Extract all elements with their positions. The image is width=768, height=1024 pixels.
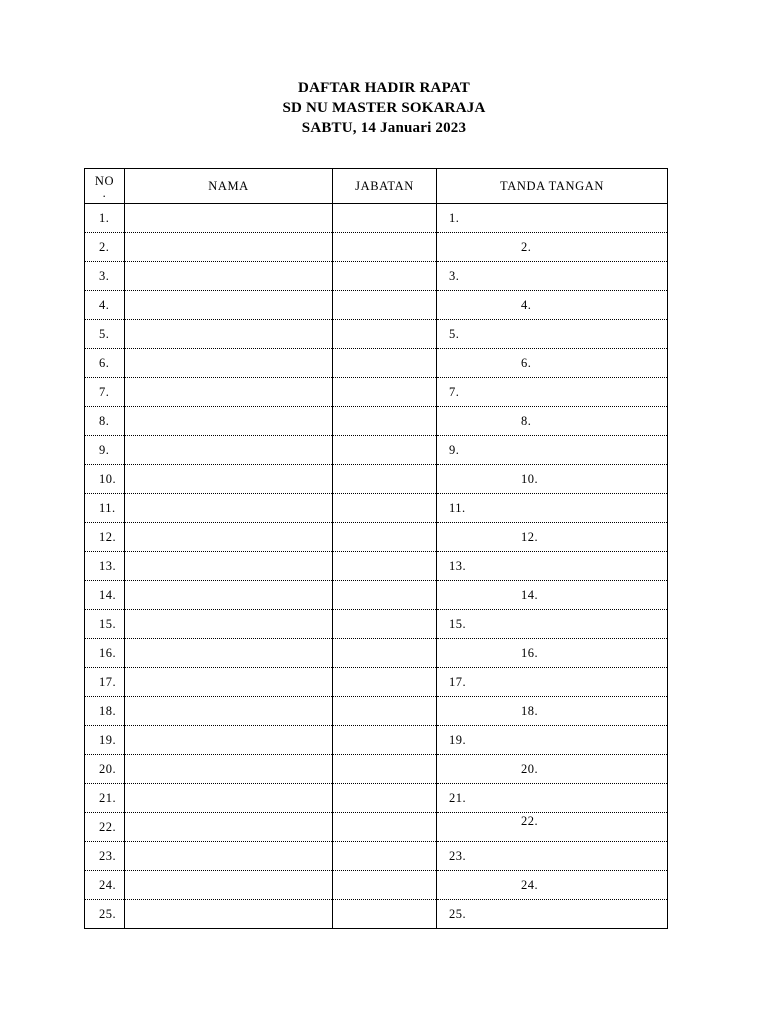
row-number: 5. — [85, 320, 125, 349]
table-row — [85, 407, 668, 436]
nama-cell[interactable] — [125, 726, 333, 755]
signature-number: 5. — [449, 327, 460, 341]
jabatan-cell[interactable] — [333, 204, 437, 233]
table-row — [85, 842, 668, 871]
table-row — [85, 639, 668, 668]
signature-cell[interactable] — [437, 726, 668, 755]
jabatan-cell[interactable] — [333, 465, 437, 494]
signature-number: 15. — [449, 617, 467, 631]
signature-cell[interactable] — [437, 204, 668, 233]
nama-cell[interactable] — [125, 291, 333, 320]
row-number: 13. — [85, 552, 125, 581]
signature-cell[interactable] — [437, 320, 668, 349]
nama-cell[interactable] — [125, 320, 333, 349]
jabatan-cell[interactable] — [333, 378, 437, 407]
row-number: 17. — [85, 668, 125, 697]
column-header-no-label: NO . — [94, 173, 115, 200]
signature-number: 2. — [521, 240, 532, 254]
row-number: 2. — [85, 233, 125, 262]
nama-cell[interactable] — [125, 842, 333, 871]
table-row — [85, 871, 668, 900]
jabatan-cell[interactable] — [333, 697, 437, 726]
signature-number: 4. — [521, 298, 532, 312]
row-number: 7. — [85, 378, 125, 407]
table-row — [85, 755, 668, 784]
signature-number: 12. — [521, 530, 539, 544]
nama-cell[interactable] — [125, 262, 333, 291]
signature-number: 14. — [521, 588, 539, 602]
table-row — [85, 900, 668, 929]
nama-cell[interactable] — [125, 233, 333, 262]
column-header-nama: NAMA — [125, 169, 333, 204]
table-row — [85, 610, 668, 639]
column-header-tanda-tangan: TANDA TANGAN — [437, 169, 668, 204]
signature-cell[interactable] — [437, 494, 668, 523]
row-number: 6. — [85, 349, 125, 378]
table-row — [85, 436, 668, 465]
signature-cell[interactable] — [437, 871, 668, 900]
table-row — [85, 784, 668, 813]
signature-cell[interactable] — [437, 581, 668, 610]
signature-cell[interactable] — [437, 813, 668, 842]
signature-number: 6. — [521, 356, 532, 370]
row-number: 1. — [85, 204, 125, 233]
signature-number: 20. — [521, 762, 539, 776]
nama-cell[interactable] — [125, 523, 333, 552]
table-row — [85, 697, 668, 726]
table-row — [85, 668, 668, 697]
signature-number: 8. — [521, 414, 532, 428]
table-header-row — [85, 169, 668, 204]
nama-cell[interactable] — [125, 610, 333, 639]
row-number: 10. — [85, 465, 125, 494]
table-row — [85, 494, 668, 523]
row-number: 4. — [85, 291, 125, 320]
signature-number: 3. — [449, 269, 460, 283]
jabatan-cell[interactable] — [333, 842, 437, 871]
signature-number: 25. — [449, 907, 467, 921]
nama-cell[interactable] — [125, 436, 333, 465]
table-row — [85, 233, 668, 262]
table-row — [85, 552, 668, 581]
signature-number: 16. — [521, 646, 539, 660]
nama-cell[interactable] — [125, 204, 333, 233]
table-row — [85, 813, 668, 842]
jabatan-cell[interactable] — [333, 494, 437, 523]
nama-cell[interactable] — [125, 407, 333, 436]
signature-cell[interactable] — [437, 291, 668, 320]
row-number: 24. — [85, 871, 125, 900]
table-row — [85, 465, 668, 494]
table-row — [85, 291, 668, 320]
signature-cell[interactable] — [437, 233, 668, 262]
signature-cell[interactable] — [437, 552, 668, 581]
signature-number: 23. — [449, 849, 467, 863]
nama-cell[interactable] — [125, 871, 333, 900]
document-title-block — [0, 78, 768, 138]
nama-cell[interactable] — [125, 378, 333, 407]
row-number: 23. — [85, 842, 125, 871]
attendance-table — [84, 168, 668, 929]
nama-cell[interactable] — [125, 581, 333, 610]
jabatan-cell[interactable] — [333, 436, 437, 465]
document-title: DAFTAR HADIR RAPAT — [298, 80, 470, 96]
signature-cell[interactable] — [437, 900, 668, 929]
signature-cell[interactable] — [437, 639, 668, 668]
signature-number: 7. — [449, 385, 460, 399]
jabatan-cell[interactable] — [333, 320, 437, 349]
signature-cell[interactable] — [437, 407, 668, 436]
signature-cell[interactable] — [437, 610, 668, 639]
jabatan-cell[interactable] — [333, 871, 437, 900]
jabatan-cell[interactable] — [333, 262, 437, 291]
signature-cell[interactable] — [437, 436, 668, 465]
signature-cell[interactable] — [437, 784, 668, 813]
nama-cell[interactable] — [125, 465, 333, 494]
jabatan-cell[interactable] — [333, 407, 437, 436]
school-name: SD NU MASTER SOKARAJA — [282, 100, 486, 116]
row-number: 20. — [85, 755, 125, 784]
jabatan-cell[interactable] — [333, 581, 437, 610]
signature-cell[interactable] — [437, 465, 668, 494]
row-number: 21. — [85, 784, 125, 813]
column-header-no — [85, 169, 125, 204]
table-row — [85, 262, 668, 291]
nama-cell[interactable] — [125, 813, 333, 842]
jabatan-cell[interactable] — [333, 784, 437, 813]
row-number: 18. — [85, 697, 125, 726]
table-row — [85, 726, 668, 755]
jabatan-cell[interactable] — [333, 291, 437, 320]
signature-number: 9. — [449, 443, 460, 457]
signature-cell[interactable] — [437, 378, 668, 407]
signature-number: 24. — [521, 878, 539, 892]
jabatan-cell[interactable] — [333, 552, 437, 581]
jabatan-cell[interactable] — [333, 668, 437, 697]
row-number: 9. — [85, 436, 125, 465]
jabatan-cell[interactable] — [333, 813, 437, 842]
signature-number: 18. — [521, 704, 539, 718]
signature-cell[interactable] — [437, 755, 668, 784]
table-row — [85, 523, 668, 552]
signature-cell[interactable] — [437, 349, 668, 378]
signature-cell[interactable] — [437, 523, 668, 552]
nama-cell[interactable] — [125, 784, 333, 813]
row-number: 12. — [85, 523, 125, 552]
jabatan-cell[interactable] — [333, 523, 437, 552]
jabatan-cell[interactable] — [333, 755, 437, 784]
table-row — [85, 320, 668, 349]
nama-cell[interactable] — [125, 668, 333, 697]
signature-number: 22. — [521, 814, 539, 828]
signature-cell[interactable] — [437, 842, 668, 871]
column-header-jabatan: JABATAN — [333, 169, 437, 204]
meeting-date: SABTU, 14 Januari 2023 — [301, 120, 467, 136]
signature-number: 11. — [449, 501, 466, 515]
row-number: 14. — [85, 581, 125, 610]
nama-cell[interactable] — [125, 349, 333, 378]
signature-number: 10. — [521, 472, 539, 486]
jabatan-cell[interactable] — [333, 900, 437, 929]
row-number: 3. — [85, 262, 125, 291]
signature-number: 19. — [449, 733, 467, 747]
signature-number: 1. — [449, 211, 460, 225]
jabatan-cell[interactable] — [333, 726, 437, 755]
row-number: 11. — [85, 494, 125, 523]
nama-cell[interactable] — [125, 900, 333, 929]
signature-number: 21. — [449, 791, 467, 805]
row-number: 25. — [85, 900, 125, 929]
nama-cell[interactable] — [125, 552, 333, 581]
signature-cell[interactable] — [437, 668, 668, 697]
jabatan-cell[interactable] — [333, 610, 437, 639]
row-number: 19. — [85, 726, 125, 755]
row-number: 15. — [85, 610, 125, 639]
nama-cell[interactable] — [125, 494, 333, 523]
row-number: 8. — [85, 407, 125, 436]
nama-cell[interactable] — [125, 639, 333, 668]
jabatan-cell[interactable] — [333, 639, 437, 668]
table-row — [85, 349, 668, 378]
table-row — [85, 204, 668, 233]
jabatan-cell[interactable] — [333, 349, 437, 378]
row-number: 22. — [85, 813, 125, 842]
signature-number: 13. — [449, 559, 467, 573]
table-row — [85, 581, 668, 610]
signature-cell[interactable] — [437, 262, 668, 291]
signature-cell[interactable] — [437, 697, 668, 726]
signature-number: 17. — [449, 675, 467, 689]
jabatan-cell[interactable] — [333, 233, 437, 262]
row-number: 16. — [85, 639, 125, 668]
nama-cell[interactable] — [125, 755, 333, 784]
table-row — [85, 378, 668, 407]
nama-cell[interactable] — [125, 697, 333, 726]
